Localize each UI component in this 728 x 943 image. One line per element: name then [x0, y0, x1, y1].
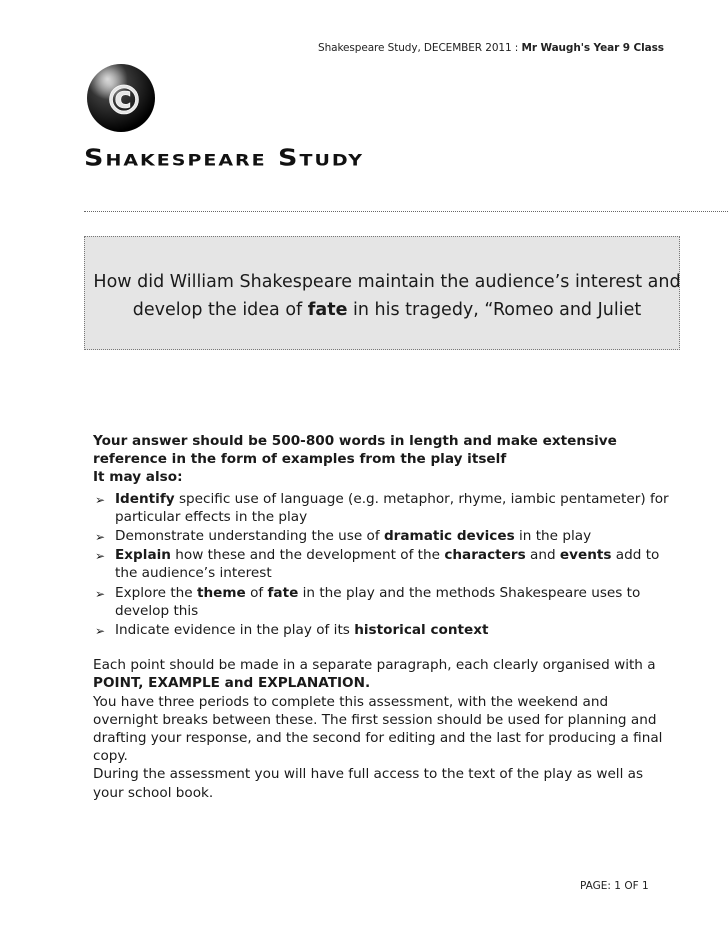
word-count-requirement: Your answer should be 500-800 words in length and make extensive reference in the form of examples from the play itself — [93, 433, 617, 468]
document-title: Shakespeare Study — [84, 145, 365, 172]
arrow-bullet-icon: ➢ — [95, 492, 106, 507]
arrow-bullet-icon: ➢ — [95, 530, 106, 545]
page-number: PAGE: 1 OF 1 — [580, 880, 649, 892]
paragraph-structure-note: Each point should be made in a separate paragraph, each clearly organised with a POINT, EXAMPLE and EXPLANATION. — [93, 657, 656, 692]
header-class: Mr Waugh's Year 9 Class — [521, 42, 664, 54]
essay-question: How did William Shakespeare maintain the audience’s interest and develop the idea of fate in his tragedy, “Romeo and Juliet — [93, 272, 681, 320]
criteria-list — [93, 490, 673, 640]
schedule-note: You have three periods to complete this assessment, with the weekend and overnight breaks between these. The first session should be used for planning and drafting your response, and the second for editing and the last for producing a final copy. — [93, 693, 663, 765]
list-item: ➢ Identify specific use of language (e.g. metaphor, rhyme, iambic pentameter) for particular effects in the play — [95, 490, 669, 525]
arrow-bullet-icon: ➢ — [95, 586, 106, 601]
list-item: ➢ Demonstrate understanding the use of dramatic devices in the play — [93, 527, 673, 545]
header-prefix: Shakespeare Study, DECEMBER 2011 : — [318, 42, 522, 54]
list-item: ➢ Explore the theme of fate in the play and the methods Shakespeare uses to develop this — [95, 584, 641, 619]
list-item: ➢ Explain how these and the development of the characters and events add to the audience’s interest — [95, 547, 660, 582]
copyright-sphere-icon — [86, 63, 156, 133]
may-also-label: It may also: — [93, 469, 183, 486]
resources-note: During the assessment you will have full access to the text of the play as well as your school book. — [93, 766, 644, 801]
instructions — [93, 432, 673, 802]
running-header — [318, 42, 664, 54]
logo-symbol: © — [104, 78, 144, 124]
list-item: ➢ Indicate evidence in the play of its historical context — [93, 621, 673, 639]
arrow-bullet-icon: ➢ — [95, 624, 106, 639]
title-divider — [84, 211, 728, 212]
arrow-bullet-icon: ➢ — [95, 549, 106, 564]
